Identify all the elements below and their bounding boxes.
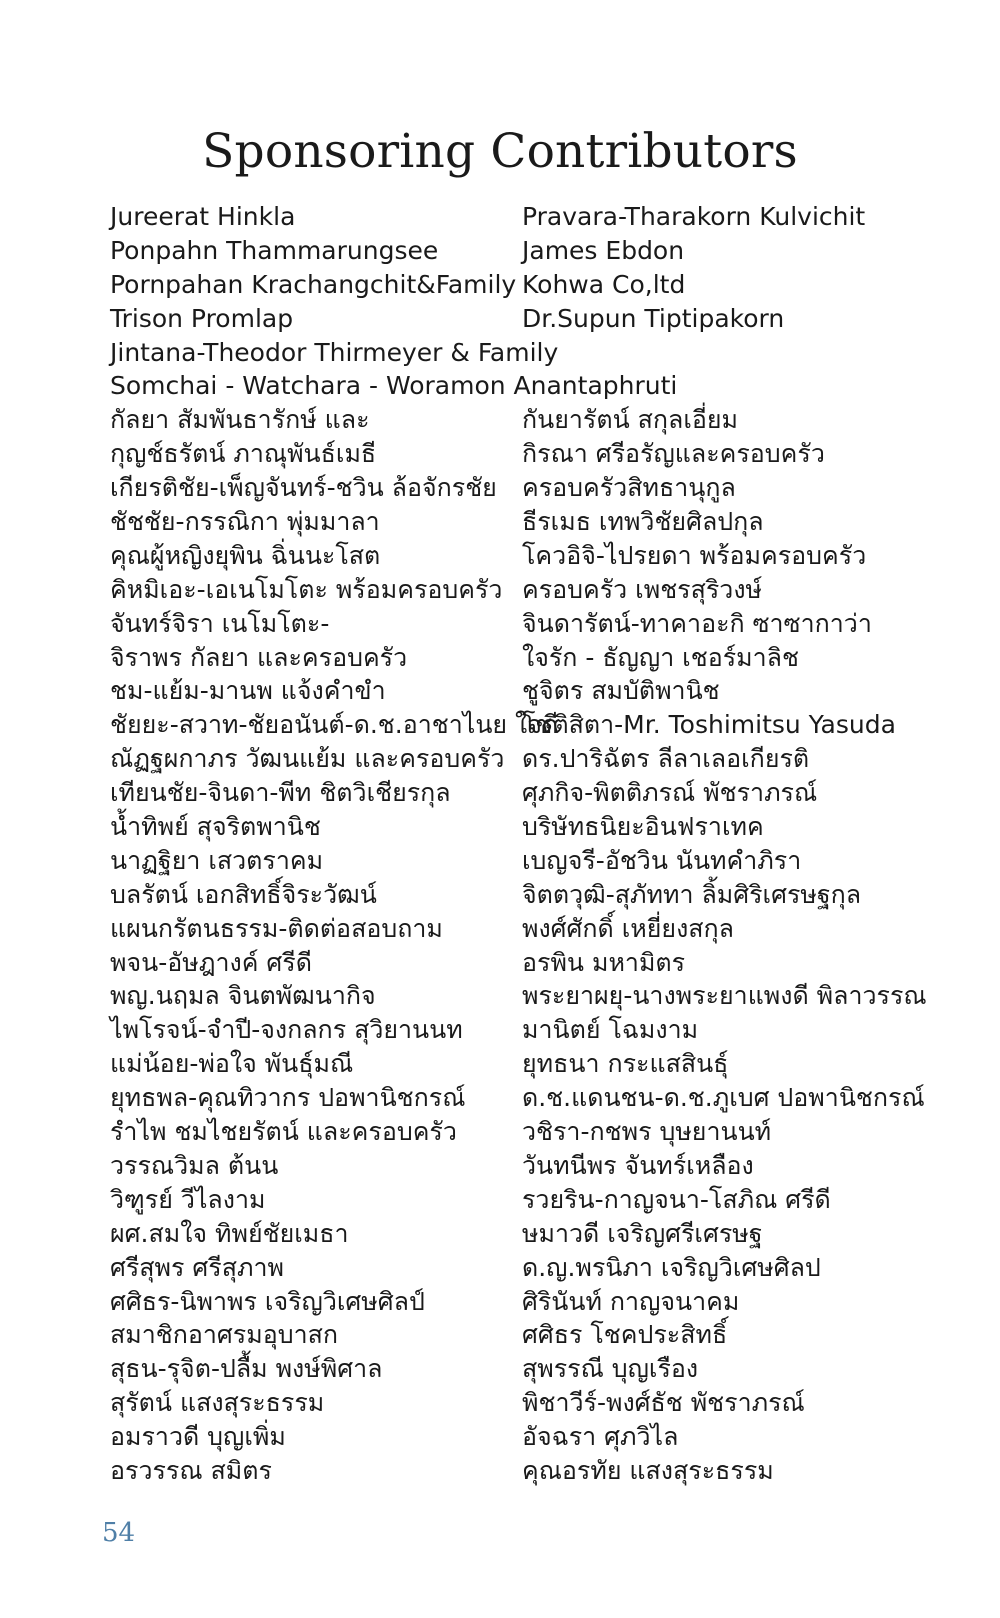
contributor-row [110,573,990,607]
contributor-name-left: จันทร์จิรา เนโมโตะ- [110,608,330,638]
contributor-name: Somchai - Watchara - Woramon Anantaphruti [110,371,678,401]
contributor-list [110,200,990,1488]
contributor-row [110,1081,990,1115]
contributor-name-left: พจน-อัษฎางค์ ศรีดี [110,947,312,977]
contributor-name-right: สุพรรณี บุญเรือง [522,1354,699,1384]
contributor-name-right: วชิรา-กชพร บุษยานนท์ [522,1117,772,1147]
contributor-name-right: พระยาผยุ-นางพระยาแพงดี พิลาวรรณ [522,981,927,1011]
contributor-name-left: อรวรรณ สมิตร [110,1455,272,1485]
contributor-name-right: พงศ์ศักดิ์ เหยี่ยงสกุล [522,913,734,943]
contributor-name-left: Jureerat Hinkla [110,202,296,231]
contributor-name-right: ษมาวดี เจริญศรีเศรษฐ [522,1218,763,1248]
contributor-name-right: ใจรัก - ธัญญา เชอร์มาลิช [522,642,799,672]
contributor-name-left: คิหมิเอะ-เอเนโมโตะ พร้อมครอบครัว [110,574,503,604]
contributor-name-right: อรพิน มหามิตร [522,947,686,977]
contributor-row [110,471,990,505]
contributor-name-right: ชูจิตร สมบัติพานิช [522,676,720,706]
contributor-name-right: ครอบครัว เพชรสุริวงษ์ [522,574,763,604]
contributor-name-right: ยุทธนา กระแสสินธุ์ [522,1049,729,1079]
contributor-name-right: ครอบครัวสิทธานุกูล [522,473,736,503]
contributor-name-right: ดร.ปาริฉัตร ลีลาเลอเกียรติ [522,744,810,774]
contributor-row [110,1217,990,1251]
contributor-name-left: วรรณวิมล ต้นน [110,1150,279,1180]
contributor-name-right: พิชาวีร์-พงศ์ธัช พัชราภรณ์ [522,1388,805,1418]
contributor-name-right: ด.ญ.พรนิภา เจริญวิเศษศิลป [522,1252,821,1282]
contributor-row [110,1115,990,1149]
contributor-row [110,1149,990,1183]
contributor-name-left: จิราพร กัลยา และครอบครัว [110,642,408,672]
contributor-name-left: บลรัตน์ เอกสิทธิ์จิระวัฒน์ [110,879,377,909]
contributor-row [110,437,990,471]
contributor-row [110,539,990,573]
contributor-name-right: กิรณา ศรีอรัญและครอบครัว [522,439,825,469]
contributor-name-right: เบญจรี-อัชวิน นันทคำภิรา [522,845,802,875]
contributor-name-right: โควอิจิ-ไปรยดา พร้อมครอบครัว [522,540,867,570]
contributor-name-right: มานิตย์ โฉมงาม [522,1015,699,1045]
contributor-row [110,336,990,370]
contributor-row [110,268,990,302]
contributor-row [110,1285,990,1319]
contributor-name-left: ศศิธร-นิพาพร เจริญวิเศษศิลป์ [110,1286,425,1316]
contributor-row [110,1251,990,1285]
contributor-name-left: แม่น้อย-พ่อใจ พันธุ์มณี [110,1049,354,1079]
contributor-name-left: ณัฏฐผกาภร วัฒนแย้ม และครอบครัว [110,744,505,774]
contributor-row [110,912,990,946]
contributor-name-left: เทียนชัย-จินดา-พีท ชิตวิเชียรกุล [110,778,451,808]
contributor-name-right: Pravara-Tharakorn Kulvichit [522,202,866,231]
contributor-name-right: จิตตวุฒิ-สุภัททา ลิ้มศิริเศรษฐกุล [522,879,862,909]
contributor-name-left: รำไพ ชมไชยรัตน์ และครอบครัว [110,1117,457,1147]
contributor-row [110,302,990,336]
contributor-name-right: James Ebdon [522,235,685,265]
contributor-name-right: ด.ช.แดนชน-ด.ช.ภูเบศ ปอพานิชกรณ์ [522,1083,925,1113]
contributor-name-right: วันทนีพร จันทร์เหลือง [522,1150,754,1180]
contributor-name-right: ศิรินันท์ กาญจนาคม [522,1286,740,1316]
contributor-row [110,369,990,403]
contributor-row [110,1454,990,1488]
contributor-name-left: ศรีสุพร ศรีสุภาพ [110,1252,284,1282]
contributor-row [110,810,990,844]
contributor-name-left: กัลยา สัมพันธารักษ์ และ [110,405,370,435]
contributor-row [110,505,990,539]
contributor-name: Jintana-Theodor Thirmeyer & Family [110,337,559,367]
contributor-row [110,1183,990,1217]
contributor-row [110,234,990,268]
contributor-row [110,403,990,437]
contributor-name-left: กุญช์ธรัตน์ ภาณุพันธ์เมธี [110,439,377,469]
contributor-name-left: Ponpahn Thammarungsee [110,235,439,265]
contributor-row [110,946,990,980]
contributor-row [110,878,990,912]
contributor-row [110,1318,990,1352]
contributor-name-right: ศุภกิจ-พิตติภรณ์ พัชราภรณ์ [522,778,818,808]
contributor-row [110,1386,990,1420]
contributor-row [110,1047,990,1081]
contributor-name-left: แผนกรัตนธรรม-ติดต่อสอบถาม [110,913,443,943]
contributor-name-left: คุณผู้หญิงยุพิน ฉิ่นนะโสต [110,540,381,570]
contributor-row [110,641,990,675]
contributor-row [110,674,990,708]
contributor-name-right: รวยริน-กาญจนา-โสภิณ ศรีดี [522,1184,831,1214]
contributor-name-right: Dr.Supun Tiptipakorn [522,303,785,333]
contributor-name-left: อมราวดี บุญเพิ่ม [110,1422,286,1452]
contributor-name-right: บริษัทธนิยะอินฟราเทค [522,812,764,842]
contributor-name-left: สมาชิกอาศรมอุบาสก [110,1320,339,1350]
contributor-name-right: ธีรเมธ เทพวิชัยศิลปกุล [522,507,764,537]
contributor-name-left: นาฏฐิยา เสวตราคม [110,845,324,875]
contributor-row [110,1013,990,1047]
contributor-name-left: วิฑูรย์ วีไลงาม [110,1184,266,1214]
contributor-name-left: สุธน-รุจิต-ปลื้ม พงษ์พิศาล [110,1354,383,1384]
contributor-name-left: น้ำทิพย์ สุจริตพานิช [110,812,321,842]
contributor-name-right: Kohwa Co,ltd [522,269,686,299]
contributor-name-left: Pornpahan Krachangchit&Family [110,269,517,299]
contributor-name-left: ยุทธพล-คุณทิวากร ปอพานิชกรณ์ [110,1083,466,1113]
contributor-name-left: สุรัตน์ แสงสุระธรรม [110,1388,325,1418]
contributor-name-left: ชัชชัย-กรรณิกา พุ่มมาลา [110,507,380,537]
page-number: 54 [102,1518,136,1548]
contributor-name-left: เกียรติชัย-เพ็ญจันทร์-ชวิน ล้อจักรชัย [110,473,497,503]
contributor-name-right: กันยารัตน์ สกุลเอี่ยม [522,405,739,435]
contributor-name-right: จินดารัตน์-ทาคาอะกิ ซาซากาว่า [522,608,872,638]
contributor-row [110,742,990,776]
contributor-row [110,708,990,742]
contributor-row [110,1420,990,1454]
contributor-row [110,1352,990,1386]
contributor-name-left: ชม-แย้ม-มานพ แจ้งคำขำ [110,676,386,706]
contributor-name-left: Trison Promlap [110,303,294,333]
contributor-name-left: พญ.นฤมล จินตพัฒนากิจ [110,981,376,1011]
contributor-name-right: อัจฉรา ศุภวิไล [522,1422,679,1452]
contributor-name-left: ไพโรจน์-จำปี-จงกลกร สุวิยานนท [110,1015,463,1045]
contributor-row [110,776,990,810]
contributor-name-right: โชติสิตา-Mr. Toshimitsu Yasuda [522,710,896,740]
contributor-row [110,607,990,641]
contributor-name-left: ชัยยะ-สวาท-ชัยอนันต์-ด.ช.อาชาไนย ใจดี [110,710,559,740]
page-title: Sponsoring Contributors [202,124,798,179]
contributor-name-left: ผศ.สมใจ ทิพย์ชัยเมธา [110,1218,349,1248]
contributor-row [110,979,990,1013]
contributor-name-right: ศศิธร โชคประสิทธิ์ [522,1320,728,1350]
contributor-row [110,200,990,234]
contributor-name-right: คุณอรทัย แสงสุระธรรม [522,1455,774,1485]
contributor-row [110,844,990,878]
